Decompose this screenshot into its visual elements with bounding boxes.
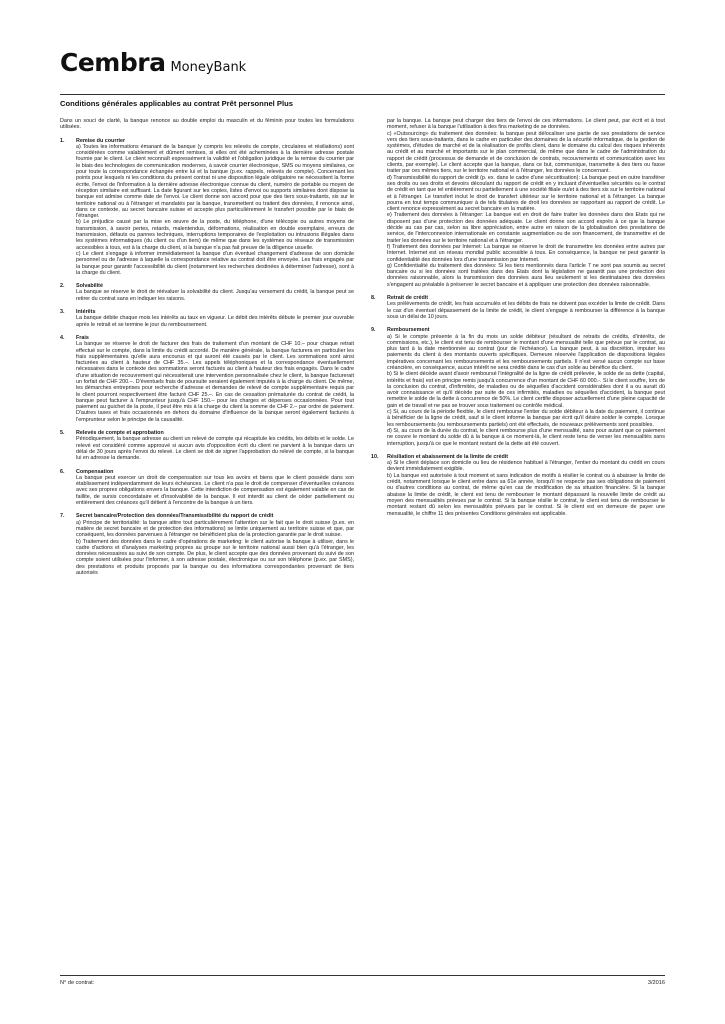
paragraph: Les prélèvements de crédit, les frais accumulés et les débits de frais ne doivent pas excéder la limite de crédit. Dans le cas d'un éventuel dépassement de la limite de crédit, le client s'engage à rembourser la différence à la banque sous un délai de 10 jours.	[387, 301, 665, 320]
section-title: Remise du courrier	[76, 137, 126, 144]
paragraph: c) Le client s'engage à informer immédiatement la banque d'un éventuel changement d'adresse de son domicile personnel ou de l'adresse à laquelle la correspondance relative au contrat doit être envoyée. Les frais engagés par la banque pour garantir l'accessibilité du client (notamment les recherches destinées à déterminer l'adresse), sont à la charge du client.	[76, 250, 354, 276]
section-number: 3.	[60, 309, 65, 316]
section	[60, 309, 354, 328]
paragraph: d) Transmissibilité du rapport de crédit (p. ex. dans le cadre d'une sécuritisation): La banque peut en outre transférer ses droits ou ses droits et devoirs découlant du rapport de crédit en y incluant d'éventuelles sécurités ou le contrat de crédit en tant que tel entièrement ou partiellement à une société filiale ou/et à des tiers sis sur le territoire national et à l'étranger. Le transfert inclut le droit de transfert ultérieur sur le territoire national et à l'étranger. La banque pourra en tout temps communiquer à de tels titulaires de droit les données se rapportant au rapport de crédit. Le client renonce expressément au secret bancaire en la matière.	[387, 174, 665, 213]
section-body	[60, 341, 354, 423]
section-title: Secret bancaire/Protection des données/Transmissibilité du rapport de crédit	[76, 513, 274, 520]
section	[371, 295, 665, 320]
section-number: 9.	[371, 327, 376, 334]
paragraph: b) Si le client décède avant d'avoir remboursé l'intégralité de la ligne de crédit prélevée, le solde de sa dette (capital, intérêts et frais) est en principe remis jusqu'à concurrence d'un montant de CHF 60 000.-. Si le client souffre, lors de la conclusion du contrat, d'infirmités, de maladies ou de séquelles d'accident considérables dont il a ou aurait dû avoir connaissance et qu'il décède par suite de ces infirmités, maladies ou séquelles d'accident, la banque peut remettre le solde de la dette à concurrence de 50%. Le client certifie disposer actuellement d'une pleine capacité de gain et de travail et ne pas se trouver sous traitement ou contrôle médical.	[387, 371, 665, 409]
paragraph: La banque se réserve le droit de facturer des frais de traitement d'un montant de CHF 10.– pour chaque retrait effectué sur le compte, dans la limite du crédit accordé. De manière générale, la banque facturera en particulier les frais supplémentaires qu'elle aura encourus et qui auront été causés par le client. Les sommations sont ainsi facturées au client à hauteur de CHF 35.–. Les appels téléphoniques et la correspondance éventuellement nécessaires dans le contexte des sommations seront facturés au client à hauteur des frais engagés. Dans le cadre d'une situation de recouvrement qui nécessiterait une intervention personnalisée chez le client, la banque facturerait un forfait de CHF 200.–. D'éventuels frais de poursuite seraient également imputés à la charge du client. De même, les démarches entreprises pour recherche d'adresse et demandes de relevé de compte supplémentaire requis par le client pourront respectivement être facturé CHF 25.–. En cas de cessation prématurée du contrat de crédit, la banque peut facturer à l'emprunteur jusqu'à CHF 150.– pour les charges et dépenses occasionnées. Pour tout paiement au guichet de la poste, il peut être mis à la charge du client la somme de CHF 2.– par ordre de paiement. D'autres taxes et frais occasionnés en dehors du domaine d'influence de la banque seront également facturés à l'emprunteur selon le principe de la causalité.	[76, 341, 354, 423]
section-body	[60, 289, 354, 302]
section-body	[371, 334, 665, 447]
section-title: Remboursement	[387, 327, 430, 334]
footer-divider	[60, 975, 665, 976]
section-body	[371, 301, 665, 320]
paragraph: c) «Outsourcing» du traitement des données: la banque peut délocaliser une partie de ses prestations de service vers des tiers sous-traitants, dans le cadre en particulier des domaines de la sécurité informatique, de la gestion de systèmes, d'études de marché et de la réalisation de profils client, dans le domaine du calcul des risques inhérents au crédit et au marché et importants sur le plan commercial, de même que dans le cadre de l'administration du rapport de crédit (processus de demande et de conclusion de contrats, recouvrements et communication avec les clients, par exemple). Le client accepte que la banque, dans ce but, communique, transmette à des tiers ou fasse traiter par ces mêmes tiers, sur le territoire national et à l'étranger, les données le concernant.	[387, 130, 665, 175]
section-number: 8.	[371, 295, 376, 302]
section	[60, 430, 354, 461]
section-body	[371, 118, 665, 288]
section	[60, 469, 354, 507]
paragraph: a) Principe de territorialité: la banque attire tout particulièrement l'attention sur le fait que le droit suisse (p.ex. en matière de secret bancaire et de protection des informations) se limite uniquement au territoire suisse et que, par conséquent, les données parvenues à l'étranger ne bénéficient plus de la protection garantie par le droit suisse.	[76, 519, 354, 539]
paragraph: La banque peut exercer un droit de compensation sur tous les avoirs et biens que le client possède dans son établissement indépendamment de leurs échéances. Le client n'a pas le droit de compenser d'éventuelles créances avec ses propres obligations envers la banque. Cette interdiction de compensation est également valable en cas de faillite, de sursis concordataire et d'insolvabilité de la banque. Il est interdit au client de céder partiellement ou entièrement des créances qu'il détient à l'encontre de la banque à un tiers.	[76, 474, 354, 507]
contract-number-label: N° de contrat:	[60, 980, 95, 986]
paragraph: b) Traitement des données dans le cadre d'opérations de marketing: le client autorise la banque à utiliser, dans le cadre d'actions et d'analyses marketing propres au groupe sur le territoire national aussi bien qu'à l'étranger, les données nécessaires au suivi de son compte. De plus, le client accepte que des données provenant du suivi de son compte soient utilisées pour l'informer, à son adresse postale, électronique ou sur son téléphone (p.ex. par SMS), des prestations et produits proposés par la banque ou des informations correspondantes provenant de tiers autorisés	[76, 538, 354, 576]
section-number: 1.	[60, 137, 65, 144]
section-title: Compensation	[76, 468, 114, 475]
brand-logo	[60, 48, 246, 78]
section-body	[60, 436, 354, 461]
section-number: 2.	[60, 283, 65, 290]
section	[371, 327, 665, 447]
brand-name: Cembra	[60, 48, 166, 77]
section	[60, 138, 354, 277]
paragraph: f) Traitement des données par Internet: La banque se réserve le droit de transmettre les données entre autres par Internet. Internet est un réseau mondial public accessible à tous. En conséquence, la banque ne peut garantir la confidentialité des données lors d'une transmission par Internet.	[387, 243, 665, 263]
paragraph: c) Si, au cours de la période flexible, le client rembourse l'entier du solde débiteur à la date du paiement, il continue à bénéficier de la ligne de crédit, sauf si le client informe la banque par écrit qu'il désire solder le compte. Lorsque les remboursements (ou remboursements partiels) ont été effectués, de nouveaux prélèvements sont possibles.	[387, 409, 665, 428]
section	[60, 283, 354, 302]
form-version: 3/2016	[647, 980, 665, 986]
paragraph: Périodiquement, la banque adresse au client un relevé de compte qui récapitule les crédits, les débits et le solde. Le relevé est considéré comme approuvé si aucun avis d'opposition écrit du client ne parvient à la banque dans un délai de 30 jours après l'envoi du relevé. Le client se doit de signer l'approbation du relevé de compte, si la banque lui en adresse la demande.	[76, 436, 354, 462]
section	[60, 513, 354, 576]
footer	[60, 980, 665, 986]
section-title: Relevés de compte et approbation	[76, 430, 164, 437]
intro-text: Dans un souci de clarté, la banque renonce au double emploi du masculin et du féminin pour toutes les formulations utilisées.	[60, 118, 354, 131]
paragraph: b) Le préjudice causé par la mise en œuvre de la poste, du téléphone, d'une télécopie ou autres moyens de transmission, à savoir pertes, retards, malentendus, déformations, réalisation en double exemplaire, erreurs de transmission, défauts ou pannes techniques, interruptions temporaires de l'exploitation ou intrusions illégales dans les systèmes informatiques (du client ou d'un tiers) de même que dans les systèmes ou réseaux de transmission accessibles à tous, est à la charge du client, si la banque n'a pas fait preuve de la diligence usuelle.	[76, 219, 354, 251]
paragraph: a) Si le client déplace son domicile ou lieu de résidence habituel à l'étranger, l'entier du montant du crédit en cours devient immédiatement exigible.	[387, 460, 665, 473]
section-title: Frais	[76, 334, 89, 341]
section-title: Résiliation et abaissement de la limite de crédit	[387, 453, 509, 460]
section-number: 6.	[60, 468, 65, 475]
paragraph: d) Si, au cours de la durée du contrat, le client rembourse plus d'une mensualité, sans pour autant que ce paiement ne couvre le montant du solde dû à la banque à ce moment-là, le client reste tenu de verser les mensualités sans interruption, jusqu'à ce que le montant restant de la dette ait été couvert.	[387, 427, 665, 447]
section-title: Solvabilité	[76, 283, 103, 290]
section-body	[60, 144, 354, 276]
left-column	[60, 118, 354, 966]
paragraph: a) Toutes les informations émanant de la banque (y compris les relevés de compte, circulaires et résiliations) sont considérées comme valablement et dûment remises, si elles ont été acheminées à la dernière adresse postale fournie par le client. Le client reconnaît expressément la validité et l'obligation juridique de la remise du courrier par le biais des technologies de communication modernes, à savoir courrier électronique, SMS ou moyens similaires, ce pour toute la correspondance échangée entre lui et la banque (p.ex. rappels, relevés de compte). Concernant les points pour lesquels ni les conditions du présent contrat ni une disposition légale obligatoire ne nécessitent la forme écrite, l'envoi de l'information à la dernière adresse électronique connue du client, numéro de portable ou moyen de réception similaire est suffisant. La date figurant sur les copies, listes d'envoi ou supports similaires dont dispose la banque est admise comme date de l'envoi. Le client donne son accord pour que des tiers sous-traitants, sis sur le territoire national ou à l'étranger et mandatés par la banque, transmettent ou traitent des données, il renonce ainsi, dans ce contexte, au secret bancaire suisse et accepte plus particulièrement le transfert possible par le biais de l'étranger.	[76, 143, 354, 220]
paragraph: g) Confidentialité du traitement des données: Si les tiers mentionnés dans l'article 7 ne sont pas soumis au secret bancaire ou si les données sont traitées dans des Etats dont la législation ne garantit pas une protection des données raisonnable, alors la transmission des données aura lieu seulement si les destinataires des données s'engagent au préalable à préserver le secret bancaire et à appliquer une protection des données raisonnable.	[387, 262, 665, 288]
paragraph: b) La banque est autorisée à tout moment et sans indication de motifs à résilier le contrat ou à abaisser la limite de crédit, notamment lorsque le client entre dans sa 61e année, lorsqu'il ne respecte pas ses obligations de paiement ou d'autres conditions au contrat, de même qu'en cas de modification de sa situation financière. Si la banque abaisse la limite de crédit, le client est tenu de rembourser le montant dépassant la nouvelle limite de crédit au moyen des mensualités prévues par le contrat. Si la banque résilie le contrat, le client est tenu de rembourser le montant restant dû selon les mensualités prévues par le contrat. Si le client est en demeure de payer une mensualité, le chiffre 11 des présentes Conditions générales est applicable.	[387, 472, 665, 517]
text-columns	[60, 118, 665, 966]
section-number: 10.	[371, 453, 379, 460]
section-body	[60, 520, 354, 577]
paragraph: a) Si le compte présente à la fin du mois un solde débiteur (résultant de retraits de crédits, d'intérêts, de commissions, etc.), le client est tenu de rembourser le montant d'une mensualité telle que prévue par le contrat, au plus tard à la date mentionnée au contrat (jour de l'échéance). La banque peut, à sa discrétion, imputer les paiements du client à des montants ouverts spécifiques. Demeure réservée l'application de dispositions légales impératives concernant les remboursements et les remboursements partiels. Il n'est versé aucun compte sur base créancière, en conséquence, aucun intérêt ne sera crédité dans le cas d'un solde au bénéfice du client.	[387, 333, 665, 371]
document-title: Conditions générales applicables au contrat Prêt personnel Plus	[60, 99, 293, 108]
paragraph: par la banque. La banque peut charger des tiers de l'envoi de ces informations. Le client peut, par écrit et à tout moment, refuser à la banque l'utilisation à des fins marketing de se données.	[387, 118, 665, 131]
section-body	[60, 475, 354, 506]
section-number: 4.	[60, 334, 65, 341]
header-divider	[60, 94, 665, 95]
paragraph: La banque débite chaque mois les intérêts au taux en vigueur. Le débit des intérêts débute le premier jour ouvrable après le retrait et se termine le jour du remboursement.	[76, 315, 354, 328]
section	[371, 454, 665, 517]
brand-subname: MoneyBank	[170, 60, 247, 75]
section-number: 5.	[60, 430, 65, 437]
section	[60, 335, 354, 423]
section-title: Retrait de crédit	[387, 295, 429, 302]
section-title: Intérêts	[76, 309, 96, 316]
section	[371, 118, 665, 288]
paragraph: La banque se réserve le droit de réévaluer la solvabilité du client. Jusqu'au versement du crédit, la banque peut se retirer du contrat sans en indiquer les raisons.	[76, 289, 354, 302]
right-column	[371, 118, 665, 966]
section-body	[60, 315, 354, 328]
section-number: 7.	[60, 513, 65, 520]
section-body	[371, 460, 665, 517]
paragraph: e) Traitement des données à l'étranger: La banque est en droit de faire traiter les données dans des Etats qui ne disposent pas d'une protection des données adéquate. Le client donne son accord exprès à ce que la banque décide au cas par cas, selon sa libre appréciation, entre autre en raison de la globalisation des prestations de service, de l'interconnexion internationale en constante augmentation ou de son financement, de transmettre et de traiter les données sur le territoire national et à l'étranger.	[387, 212, 665, 244]
